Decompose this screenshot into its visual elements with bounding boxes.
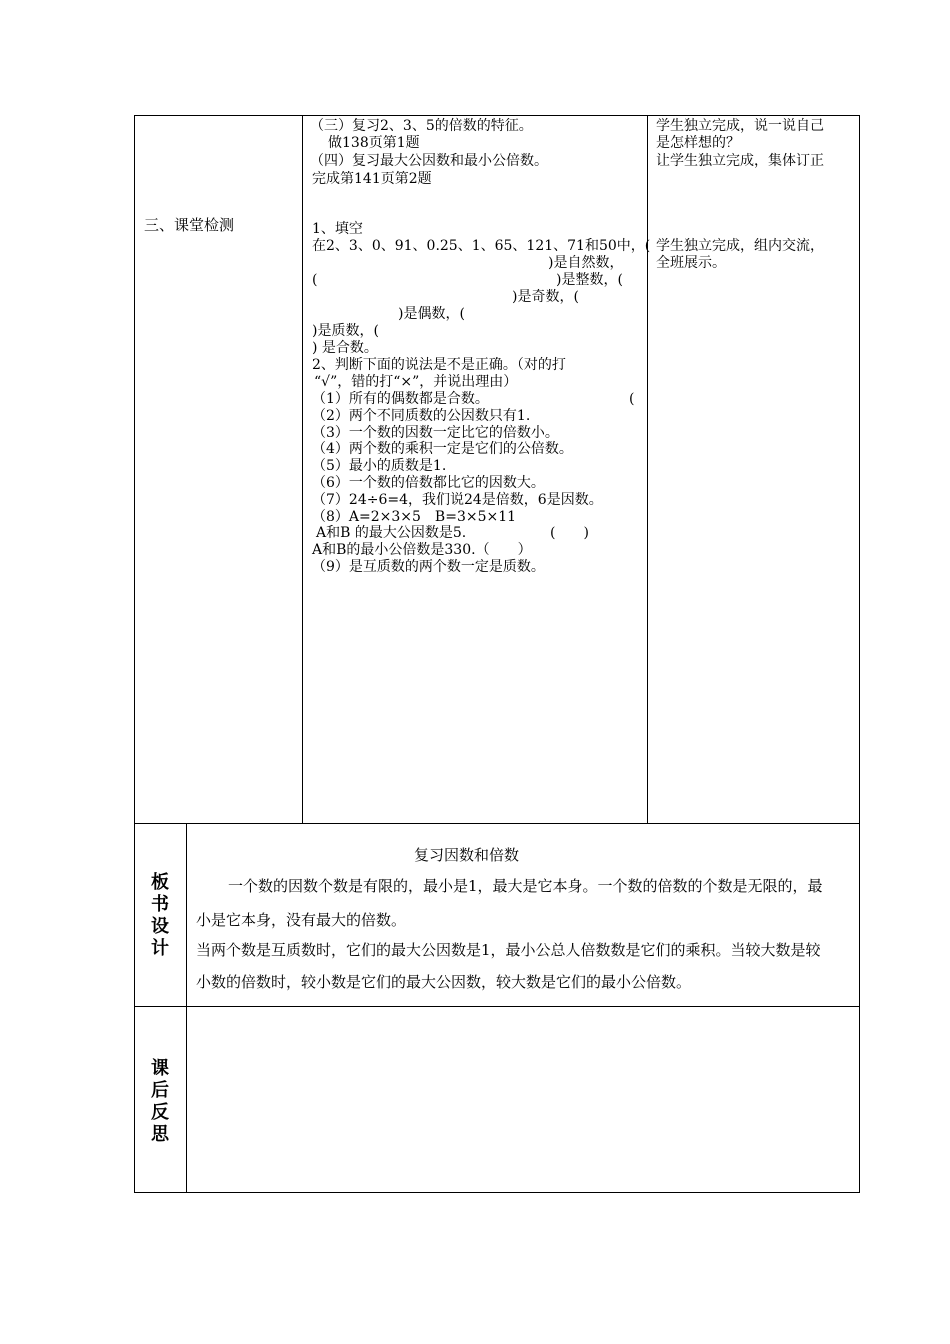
judge-item-4: （4）两个数的乘积一定是它们的公倍数。 [312,441,573,457]
board-design-label [149,872,171,960]
teacher-note-1b: 是怎样想的？ [656,135,740,151]
judge-item-8-gcd-paren: ( ) [550,525,589,541]
reflection-content-area[interactable] [187,1007,859,1192]
judge-item-9: （9）是互质数的两个数一定是质数。 [312,559,545,575]
col-divider-1 [302,115,303,823]
judge-item-8-gcd: A和B 的最大公因数是5. [316,525,467,541]
reflection-label [149,1058,171,1146]
fill-blank-integer: )是整数，( [556,272,623,288]
fill-blank-composite: ) 是合数。 [312,340,378,356]
table-border-bottom [134,1192,860,1193]
judge-item-3: （3）一个数的因数一定比它的倍数小。 [312,425,559,441]
teacher-note-3a: 学生独立完成，组内交流， [656,238,824,254]
reflection-label-text: 课后反思 [151,1058,169,1145]
fill-blank-open-paren: ( [312,272,318,288]
judge-item-8-lcm: A和B的最小公倍数是330.（ ） [312,542,532,558]
board-line-2: 小是它本身，没有最大的倍数。 [196,911,407,929]
table-border-left [134,115,135,1193]
fill-blank-odd: )是奇数，( [512,289,579,305]
judge-item-6: （6）一个数的倍数都比它的因数大。 [312,475,545,491]
board-design-label-text: 板书设计 [151,872,169,959]
judge-item-1-paren: ( [629,391,635,407]
teacher-note-1a: 学生独立完成，说一说自己 [656,118,824,134]
fill-blank-natural: )是自然数， [548,255,624,271]
fill-blank-question: 在2、3、0、91、0.25、1、65、121、71和50中，( [312,238,651,254]
table-border-right [859,115,860,1193]
board-line-1: 一个数的因数个数是有限的，最小是1，最大是它本身。一个数的倍数的个数是无限的，最 [228,877,823,895]
judge-heading-2: “√”，错的打“×”，并说出理由） [314,374,518,390]
table-border-top [134,115,860,116]
row-divider-1 [134,823,860,824]
teacher-note-3b: 全班展示。 [656,255,726,271]
board-line-3: 当两个数是互质数时，它们的最大公因数是1，最小公总人倍数数是它们的乘积。当较大数是较 [196,941,821,959]
board-title: 复习因数和倍数 [414,846,520,864]
judge-item-2: （2）两个不同质数的公因数只有1. [312,408,531,424]
judge-item-8: （8）A=2×3×5 B=3×5×11 [312,509,517,525]
col-divider-2 [647,115,648,823]
exercise-page-138: 做138页第1题 [328,135,420,151]
section-label-classroom-check: 三、课堂检测 [144,216,235,234]
board-line-4: 小数的倍数时，较小数是它们的最大公因数，较大数是它们的最小公倍数。 [196,973,692,991]
judge-item-5: （5）最小的质数是1. [312,458,447,474]
fill-blank-heading: 1、填空 [312,221,363,237]
review-item-3: （三）复习2、3、5的倍数的特征。 [310,118,533,134]
fill-blank-even: )是偶数，( [398,306,465,322]
review-item-4: （四）复习最大公因数和最小公倍数。 [310,153,548,169]
judge-heading-1: 2、判断下面的说法是不是正确。（对的打 [312,357,566,373]
fill-blank-prime: )是质数，( [312,323,379,339]
teacher-note-2: 让学生独立完成，集体订正 [656,153,824,169]
judge-item-1: （1）所有的偶数都是合数。 [312,391,489,407]
judge-item-7: （7）24÷6=4，我们说24是倍数，6是因数。 [312,492,603,508]
exercise-page-141: 完成第141页第2题 [312,171,432,187]
